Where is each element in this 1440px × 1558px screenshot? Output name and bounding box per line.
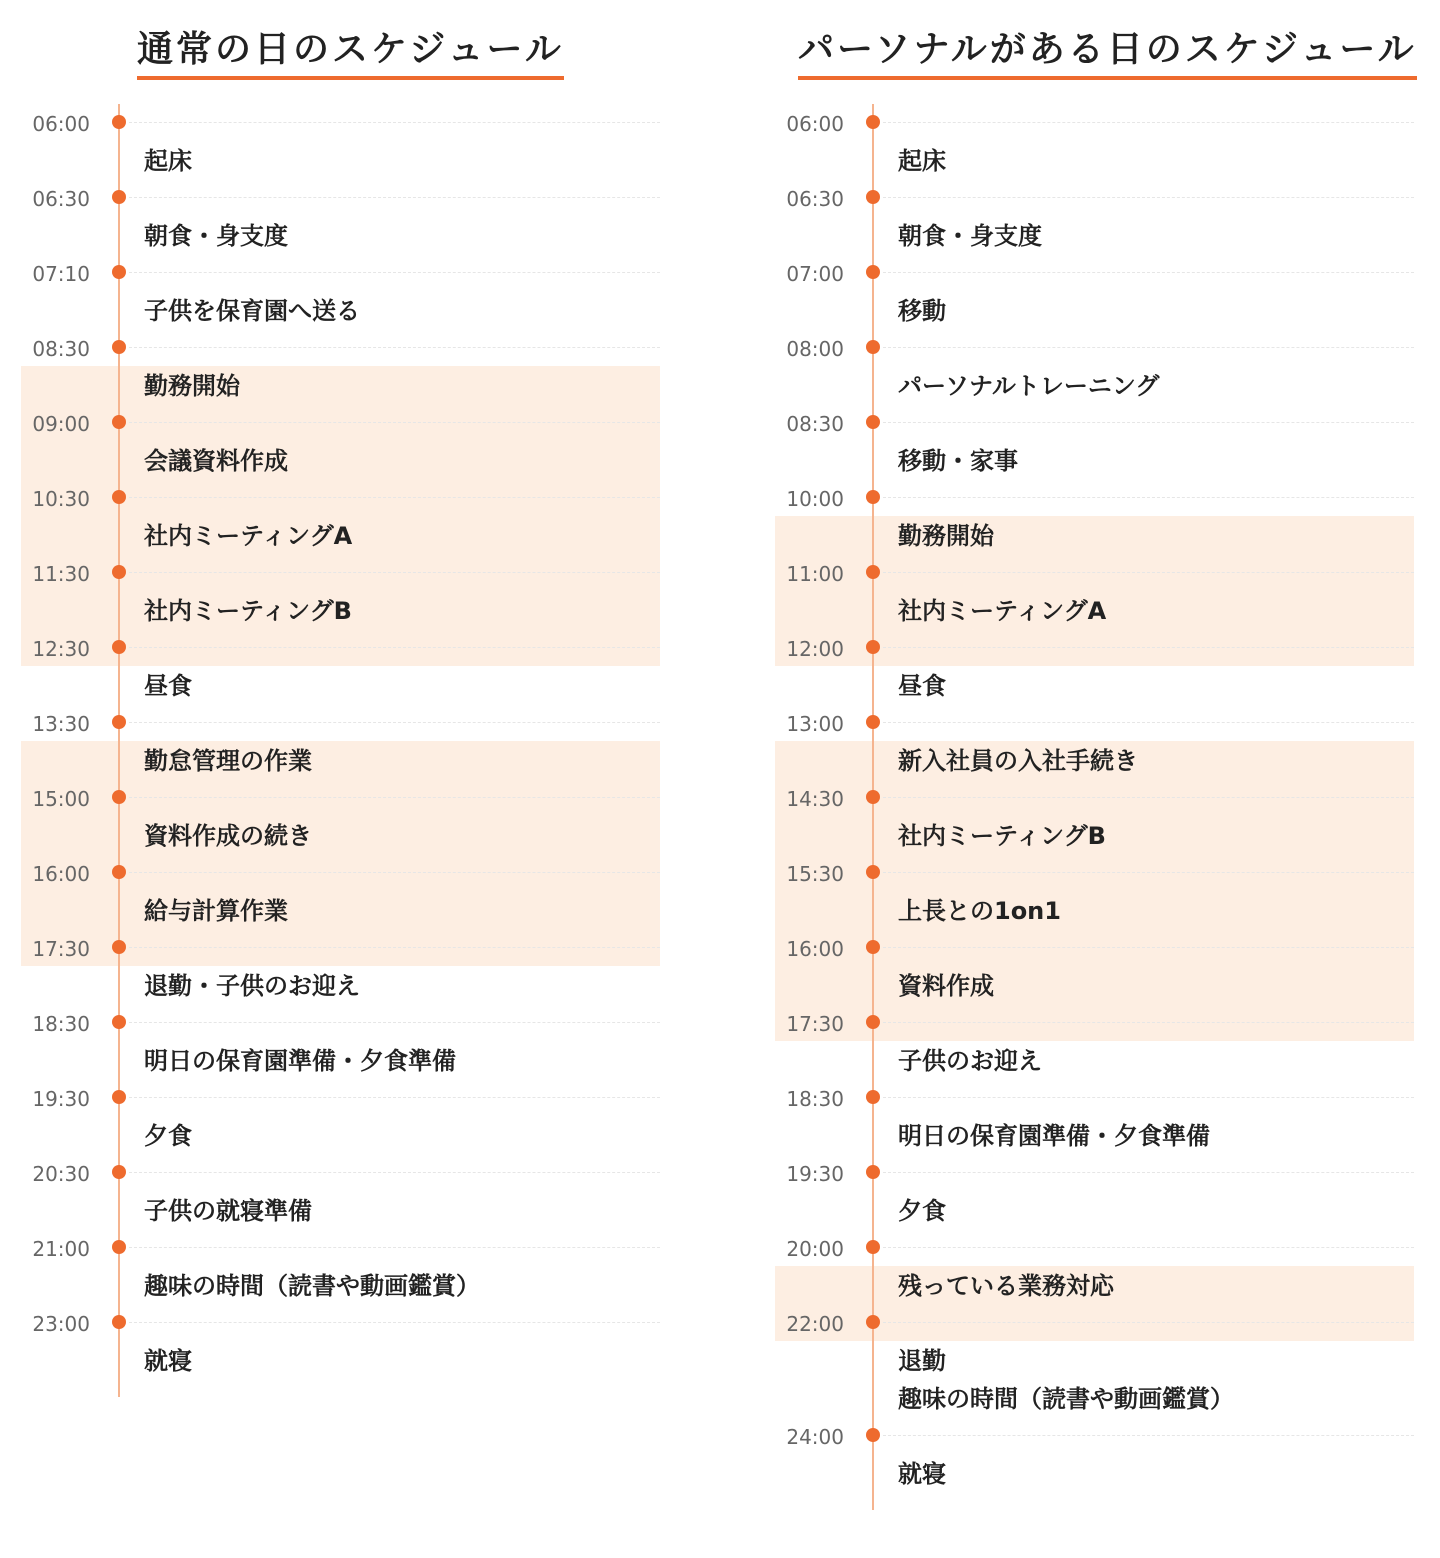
time-marker-dot — [866, 790, 880, 804]
time-label: 15:30 — [786, 862, 844, 886]
time-marker-dot — [112, 640, 126, 654]
time-marker-dot — [866, 715, 880, 729]
time-label: 08:30 — [786, 412, 844, 436]
time-label: 16:00 — [786, 937, 844, 961]
activity-label: 会議資料作成 — [144, 447, 288, 475]
activity-label: 給与計算作業 — [144, 897, 288, 925]
activity-label: 起床 — [144, 147, 192, 175]
activity-label: 退勤・子供のお迎え — [144, 972, 360, 1000]
row-divider — [883, 1322, 1414, 1323]
time-marker-dot — [866, 865, 880, 879]
time-label: 07:10 — [32, 262, 90, 286]
activity-label: 明日の保育園準備・夕食準備 — [898, 1122, 1210, 1150]
time-marker-dot — [112, 565, 126, 579]
time-label: 09:00 — [32, 412, 90, 436]
activity-label: 子供を保育園へ送る — [144, 297, 360, 325]
row-divider — [129, 1097, 660, 1098]
row-divider — [129, 347, 660, 348]
row-divider — [129, 197, 660, 198]
work-block — [21, 816, 660, 891]
time-marker-dot — [866, 1165, 880, 1179]
activity-label: 社内ミーティングB — [898, 822, 1106, 850]
activity-label: 起床 — [898, 147, 946, 175]
time-marker-dot — [866, 415, 880, 429]
row-divider — [883, 497, 1414, 498]
row-divider — [883, 1022, 1414, 1023]
row-divider — [883, 572, 1414, 573]
activity-label: 社内ミーティングA — [144, 522, 353, 550]
activity-label: 昼食 — [144, 672, 192, 700]
work-block — [775, 516, 1414, 591]
time-marker-dot — [112, 115, 126, 129]
row-divider — [129, 272, 660, 273]
row-divider — [883, 197, 1414, 198]
activity-label: 趣味の時間（読書や動画鑑賞） — [898, 1385, 1234, 1413]
time-label: 12:30 — [32, 637, 90, 661]
activity-label: 趣味の時間（読書や動画鑑賞） — [144, 1272, 480, 1300]
time-label: 17:30 — [32, 937, 90, 961]
row-divider — [129, 947, 660, 948]
time-label: 21:00 — [32, 1237, 90, 1261]
activity-label: 勤務開始 — [144, 372, 240, 400]
timeline-line — [872, 104, 874, 1510]
row-divider — [883, 1097, 1414, 1098]
time-label: 07:00 — [786, 262, 844, 286]
personal-day-schedule — [754, 0, 1440, 1558]
activity-label: 資料作成の続き — [144, 822, 312, 850]
time-label: 06:30 — [786, 187, 844, 211]
time-marker-dot — [112, 340, 126, 354]
time-marker-dot — [866, 190, 880, 204]
row-divider — [883, 272, 1414, 273]
row-divider — [129, 422, 660, 423]
activity-label: 夕食 — [144, 1122, 192, 1150]
row-divider — [129, 722, 660, 723]
row-divider — [129, 572, 660, 573]
time-label: 16:00 — [32, 862, 90, 886]
row-divider — [883, 947, 1414, 948]
time-label: 08:30 — [32, 337, 90, 361]
row-divider — [129, 497, 660, 498]
time-label: 20:30 — [32, 1162, 90, 1186]
time-marker-dot — [866, 340, 880, 354]
row-divider — [883, 122, 1414, 123]
time-label: 06:00 — [786, 112, 844, 136]
work-block — [21, 741, 660, 816]
row-divider — [883, 722, 1414, 723]
time-marker-dot — [866, 940, 880, 954]
time-marker-dot — [112, 790, 126, 804]
schedule-title: パーソナルがある日のスケジュール — [798, 28, 1417, 80]
schedule-title: 通常の日のスケジュール — [137, 28, 564, 80]
time-marker-dot — [866, 640, 880, 654]
time-marker-dot — [112, 1015, 126, 1029]
time-label: 12:00 — [786, 637, 844, 661]
activity-label: パーソナルトレーニング — [898, 372, 1160, 400]
time-marker-dot — [866, 1240, 880, 1254]
time-marker-dot — [866, 265, 880, 279]
time-marker-dot — [112, 715, 126, 729]
activity-label: 明日の保育園準備・夕食準備 — [144, 1047, 456, 1075]
time-label: 11:00 — [786, 562, 844, 586]
time-marker-dot — [112, 490, 126, 504]
timeline-line — [118, 104, 120, 1397]
row-divider — [129, 122, 660, 123]
row-divider — [883, 1172, 1414, 1173]
activity-label: 社内ミーティングB — [144, 597, 352, 625]
time-marker-dot — [112, 1315, 126, 1329]
time-marker-dot — [112, 865, 126, 879]
time-label: 13:00 — [786, 712, 844, 736]
row-divider — [883, 647, 1414, 648]
time-marker-dot — [112, 415, 126, 429]
time-label: 22:00 — [786, 1312, 844, 1336]
time-label: 08:00 — [786, 337, 844, 361]
work-block — [775, 891, 1414, 966]
row-divider — [883, 347, 1414, 348]
work-block — [775, 966, 1414, 1041]
work-block — [21, 441, 660, 516]
time-marker-dot — [112, 190, 126, 204]
activity-label: 移動・家事 — [898, 447, 1018, 475]
time-marker-dot — [866, 1090, 880, 1104]
time-label: 20:00 — [786, 1237, 844, 1261]
row-divider — [129, 1322, 660, 1323]
activity-label: 新入社員の入社手続き — [898, 747, 1138, 775]
time-label: 10:30 — [32, 487, 90, 511]
time-label: 06:00 — [32, 112, 90, 136]
time-marker-dot — [112, 1240, 126, 1254]
row-divider — [129, 1247, 660, 1248]
activity-label: 子供のお迎え — [898, 1047, 1042, 1075]
row-divider — [883, 1247, 1414, 1248]
activity-label: 昼食 — [898, 672, 946, 700]
time-label: 19:30 — [32, 1087, 90, 1111]
activity-label: 残っている業務対応 — [898, 1272, 1114, 1300]
row-divider — [883, 1435, 1414, 1436]
work-block — [21, 366, 660, 441]
row-divider — [883, 422, 1414, 423]
activity-label: 移動 — [898, 297, 946, 325]
time-label: 14:30 — [786, 787, 844, 811]
activity-label: 就寝 — [144, 1347, 192, 1375]
time-marker-dot — [866, 565, 880, 579]
activity-label: 朝食・身支度 — [898, 222, 1042, 250]
time-marker-dot — [866, 115, 880, 129]
row-divider — [129, 797, 660, 798]
time-label: 18:30 — [786, 1087, 844, 1111]
activity-label: 子供の就寝準備 — [144, 1197, 312, 1225]
time-marker-dot — [112, 940, 126, 954]
activity-label: 資料作成 — [898, 972, 994, 1000]
time-marker-dot — [866, 1315, 880, 1329]
time-label: 13:30 — [32, 712, 90, 736]
activity-label: 社内ミーティングA — [898, 597, 1107, 625]
row-divider — [129, 1172, 660, 1173]
row-divider — [129, 872, 660, 873]
row-divider — [129, 647, 660, 648]
activity-label: 朝食・身支度 — [144, 222, 288, 250]
time-marker-dot — [866, 1428, 880, 1442]
row-divider — [129, 1022, 660, 1023]
time-marker-dot — [112, 1165, 126, 1179]
time-label: 18:30 — [32, 1012, 90, 1036]
time-label: 06:30 — [32, 187, 90, 211]
time-label: 19:30 — [786, 1162, 844, 1186]
activity-label: 夕食 — [898, 1197, 946, 1225]
time-label: 11:30 — [32, 562, 90, 586]
time-label: 23:00 — [32, 1312, 90, 1336]
activity-label: 就寝 — [898, 1460, 946, 1488]
time-marker-dot — [866, 1015, 880, 1029]
time-marker-dot — [112, 1090, 126, 1104]
row-divider — [883, 797, 1414, 798]
time-marker-dot — [866, 490, 880, 504]
time-label: 17:30 — [786, 1012, 844, 1036]
work-block — [21, 891, 660, 966]
time-label: 10:00 — [786, 487, 844, 511]
activity-label: 勤務開始 — [898, 522, 994, 550]
time-label: 24:00 — [786, 1425, 844, 1449]
time-marker-dot — [112, 265, 126, 279]
activity-label: 退勤 — [898, 1347, 946, 1375]
row-divider — [883, 872, 1414, 873]
activity-label: 上長との1on1 — [898, 897, 1061, 925]
activity-label: 勤怠管理の作業 — [144, 747, 312, 775]
time-label: 15:00 — [32, 787, 90, 811]
